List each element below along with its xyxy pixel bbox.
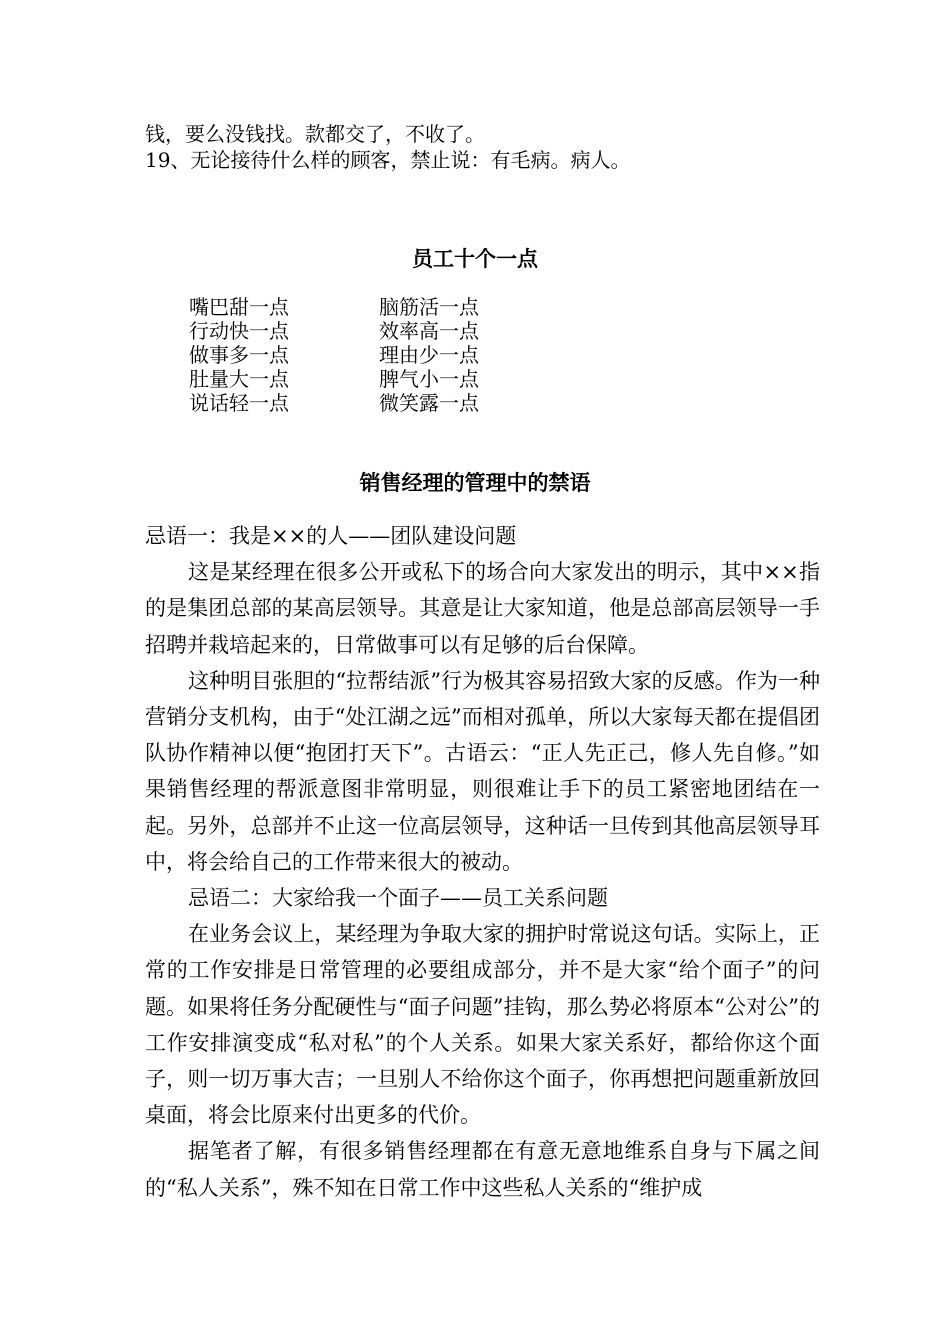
subheading: 忌语二：大家给我一个面子——员工关系问题 [188, 886, 608, 911]
tip-row [189, 343, 529, 367]
section-title: 销售经理的管理中的禁语 [359, 470, 591, 495]
section-title: 员工十个一点 [412, 246, 538, 271]
tip-row [189, 367, 529, 391]
paragraph: 在业务会议上，某经理为争取大家的拥护时常说这句话。实际上，正常的工作安排是日常管理的必要组成部分，并不是大家“给个面子”的问题。如果将任务分配硬性与“面子问题”挂钩，那么势必将原本“公对公”的工作安排演变成“私对私”的个人关系。如果大家关系好，都给你这个面子，则一切万事大吉；一旦别人不给你这个面子，你再想把问题重新放回桌面，将会比原来付出更多的代价。 [145, 922, 820, 1128]
tip-item: 嘴巴甜一点 [189, 295, 289, 319]
paragraph: 这是某经理在很多公开或私下的场合向大家发出的明示，其中××指的是集团总部的某高层领导。其意是让大家知道，他是总部高层领导一手招聘并栽培起来的，日常做事可以有足够的后台保障。 [145, 560, 820, 657]
tip-item: 做事多一点 [189, 343, 289, 367]
tip-row [189, 391, 529, 415]
paragraph: 这种明目张胆的“拉帮结派”行为极其容易招致大家的反感。作为一种营销分支机构，由于“处江湖之远”而相对孤单，所以大家每天都在提倡团队协作精神以便“抱团打天下”。古语云：“正人先正己，修人先自修。”如果销售经理的帮派意图非常明显，则很难让手下的员工紧密地团结在一起。另外，总部并不止这一位高层领导，这种话一旦传到其他高层领导耳中，将会给自己的工作带来很大的被动。 [145, 668, 820, 874]
tip-row [189, 295, 529, 319]
subheading: 忌语一：我是××的人——团队建设问题 [145, 524, 517, 548]
text-line: 钱，要么没钱找。款都交了，不收了。 [145, 122, 485, 146]
tip-item: 效率高一点 [379, 319, 479, 343]
article-body [145, 518, 820, 1206]
tip-item: 微笑露一点 [379, 391, 479, 415]
tips-list [189, 295, 529, 415]
tip-row [189, 319, 529, 343]
tip-item: 说话轻一点 [189, 391, 289, 415]
paragraph: 据笔者了解，有很多销售经理都在有意无意地维系自身与下属之间的“私人关系”，殊不知在日常工作中这些私人关系的“维护成 [145, 1139, 820, 1200]
tip-item: 理由少一点 [379, 343, 479, 367]
tip-item: 肚量大一点 [189, 367, 289, 391]
tip-item: 脾气小一点 [379, 367, 479, 391]
tip-item: 行动快一点 [189, 319, 289, 343]
text-line: 19、无论接待什么样的顾客，禁止说：有毛病。病人。 [145, 148, 631, 172]
tip-item: 脑筋活一点 [379, 295, 479, 319]
